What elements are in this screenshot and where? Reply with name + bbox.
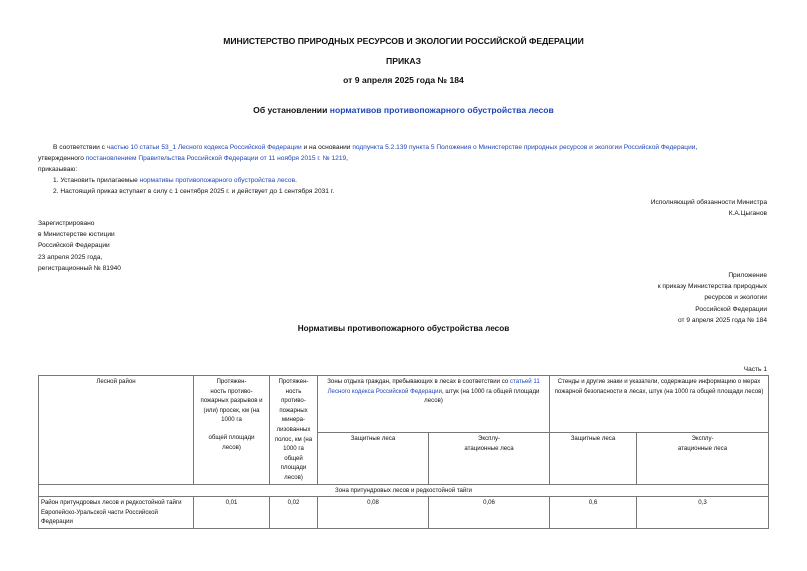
header-text: Зоны отдыха граждан, пребывающих в лесах в соответствии со [327, 378, 510, 385]
zone-name: Зона притундровых лесов и редкостойной тайги [39, 484, 769, 497]
link-article-11[interactable]: статьей 11 Лесного кодекса Российской Федерации [327, 378, 540, 395]
value-cell: 0,06 [429, 497, 550, 529]
appendix-line: ресурсов и экологии [704, 294, 767, 302]
header-line: лесов) [222, 443, 241, 451]
order-item-2: 2. Настоящий приказ вступает в силу с 1 сентября 2025 г. и действует до 1 сентября 2031 г. [53, 188, 335, 195]
subheader-protective: Защитные леса [318, 433, 429, 485]
zone-row [39, 484, 769, 497]
appendix-line: Российской Федерации [695, 305, 767, 313]
norms-title: Нормативы противопожарного обустройства лесов [297, 324, 510, 333]
header-line: Протяжен- [216, 378, 247, 385]
header-line: площади [280, 464, 307, 472]
appendix-line: от 9 апреля 2025 года № 184 [677, 316, 767, 324]
header-line: атационные леса [464, 444, 514, 452]
header-forest-district: Лесной район [39, 376, 194, 485]
value-cell: 0,6 [550, 497, 637, 529]
link-ministry-regulation[interactable]: подпункта 5.2.139 пункта 5 Положения о Министерстве природных ресурсов и экологии Российской Федерации [352, 144, 696, 151]
document-title [0, 105, 807, 115]
part-label: Часть 1 [743, 366, 767, 373]
district-name: Район притундровых лесов и редкостойной тайги Европейско-Уральской части Российской Федерации [39, 497, 194, 529]
norms-table [38, 375, 769, 529]
link-norms[interactable]: нормативы противопожарного обустройства лесов [139, 177, 296, 184]
preamble-text: В соответствии с [53, 144, 107, 151]
header-line: 1000 га [221, 416, 242, 424]
registration-line: 23 апреля 2025 года, [38, 253, 103, 261]
signature-name: К.А.Цыганов [728, 210, 767, 217]
header-rest-zones [318, 376, 550, 433]
order-item-1 [53, 175, 297, 186]
preamble-line-2 [38, 153, 348, 164]
value-cell: 0,02 [270, 497, 318, 529]
title-prefix: Об установлении [253, 105, 330, 115]
header-line: общей [284, 454, 303, 462]
link-government-decree[interactable]: постановлением Правительства Российской Федерации от 11 ноября 2015 г. № 1219 [85, 155, 347, 162]
header-line: (или) просек, км (на [203, 406, 260, 414]
registration-line: Российской Федерации [38, 242, 110, 250]
header-line: 1000 га [283, 445, 304, 453]
preamble-line-1 [53, 142, 697, 153]
appendix-line: Приложение [728, 272, 767, 279]
header-line: полос, км (на [274, 435, 313, 443]
subheader-exploitation [429, 433, 550, 485]
header-line: Эксплу- [691, 435, 714, 442]
ministry-name: МИНИСТЕРСТВО ПРИРОДНЫХ РЕСУРСОВ И ЭКОЛОГИИ РОССИЙСКОЙ ФЕДЕРАЦИИ [223, 36, 584, 46]
registration-block [38, 218, 121, 274]
appendix-line: к приказу Министерства природных [657, 283, 767, 291]
value-cell: 0,08 [318, 497, 429, 529]
value-cell: 0,3 [637, 497, 769, 529]
registration-line: в Министерстве юстиции [38, 231, 115, 239]
item-text: . [295, 177, 297, 184]
header-mineral-strips [270, 376, 318, 485]
value-cell: 0,01 [194, 497, 270, 529]
header-line: атационные леса [677, 444, 728, 452]
header-line: противо- [281, 397, 306, 405]
header-line: минера- [281, 416, 306, 424]
subheader-protective: Защитные леса [550, 433, 637, 485]
header-line: лизованных [276, 425, 311, 433]
preamble-order: приказываю: [38, 166, 78, 173]
registration-line: регистрационный № 81940 [38, 264, 121, 272]
preamble-text: и на основании [301, 144, 353, 151]
item-text: 1. Установить прилагаемые [53, 177, 140, 184]
preamble-text: , [346, 155, 348, 162]
document-type: ПРИКАЗ [386, 56, 421, 66]
registration-line: Зарегистрировано [38, 220, 95, 227]
header-line: пожарных [279, 406, 308, 414]
appendix-block [658, 270, 767, 326]
preamble-text: , [695, 144, 698, 151]
subheader-exploitation [637, 433, 769, 485]
header-line: лесов) [284, 473, 303, 481]
header-line: общей площади [208, 433, 255, 441]
header-line: ность [285, 387, 302, 395]
table-row [39, 497, 769, 529]
signature-position: Исполняющий обязанности Министра [650, 199, 767, 206]
header-line: пожарных разрывов и [200, 397, 263, 405]
document-date-number: от 9 апреля 2025 года № 184 [343, 75, 464, 85]
table-header-row [39, 376, 769, 433]
header-line: ность противо- [210, 387, 253, 395]
title-link[interactable]: нормативов противопожарного обустройства лесов [329, 105, 554, 115]
preamble-text: утвержденного [38, 155, 86, 162]
header-line: Эксплу- [477, 435, 501, 442]
header-line: Протяжен- [278, 378, 309, 385]
link-forest-code-article[interactable]: частью 10 статьи 53_1 Лесного кодекса Российской Федерации [106, 144, 302, 151]
header-text: , штук (на 1000 га общей площади лесов) [424, 387, 540, 405]
header-firebreak-length [194, 376, 270, 485]
header-info-stands: Стенды и другие знаки и указатели, содержащие информацию о мерах пожарной безопасности в лесах, штук (на 1000 га общей площади лесов) [550, 376, 769, 433]
